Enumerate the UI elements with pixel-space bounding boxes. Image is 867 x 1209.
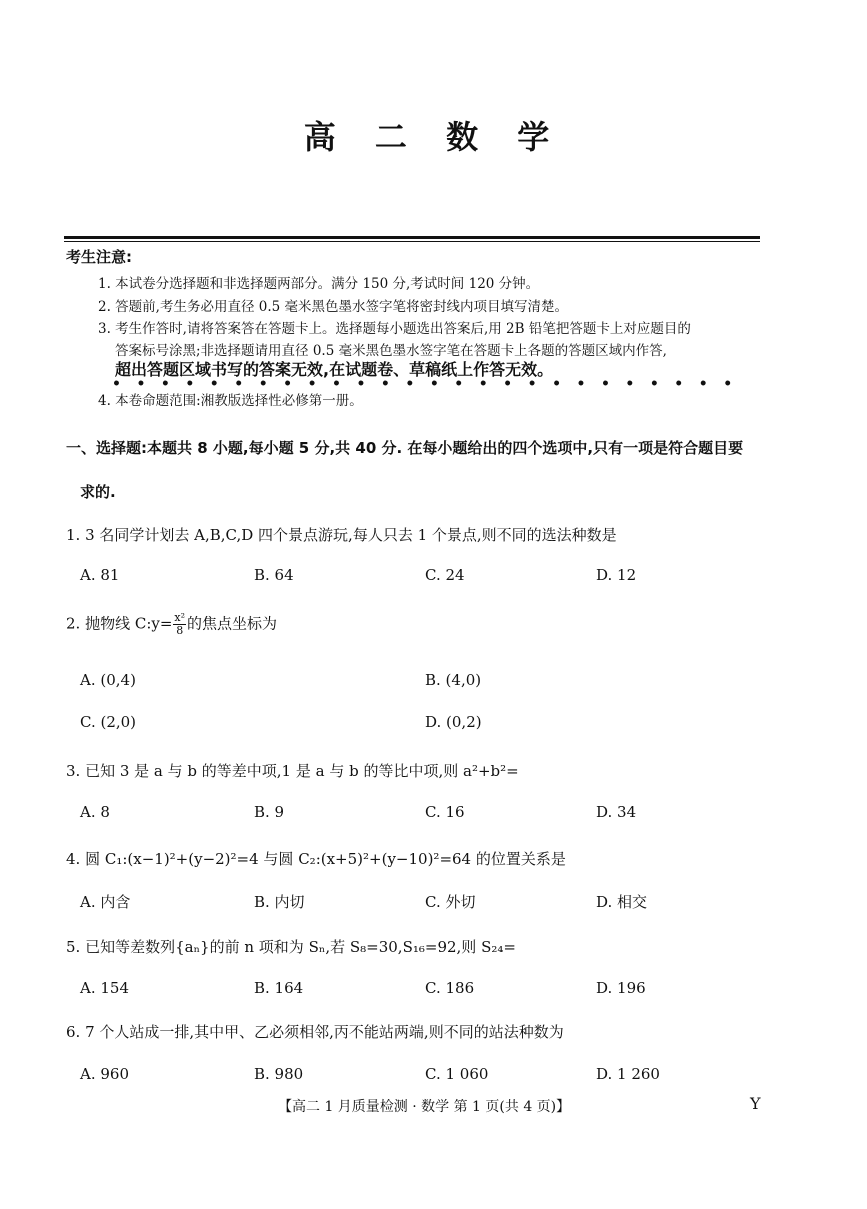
q2-option-c: C. (2,0) bbox=[80, 713, 137, 731]
q4-option-d: D. 相交 bbox=[596, 893, 648, 911]
emphasis-dots: •••••••••••••••••••••••••• bbox=[112, 376, 748, 392]
q2-option-a: A. (0,4) bbox=[80, 671, 136, 689]
q2-option-b: B. (4,0) bbox=[425, 671, 482, 689]
q2-option-d: D. (0,2) bbox=[425, 713, 482, 731]
page-footer: 【高二 1 月质量检测 · 数学 第 1 页(共 4 页)】 bbox=[278, 1099, 571, 1115]
page-title: 高 二 数 学 bbox=[303, 118, 564, 156]
q1-option-c: C. 24 bbox=[425, 566, 465, 584]
notice-line-3: 3. 考生作答时,请将答案答在答题卡上。选择题每小题选出答案后,用 2B 铅笔把答题卡上对应题目的 bbox=[98, 321, 691, 337]
q2-stem-prefix: 2. 抛物线 C:y= bbox=[66, 614, 173, 633]
q1-option-d: D. 12 bbox=[596, 566, 637, 584]
notice-line-4: 4. 本卷命题范围:湘教版选择性必修第一册。 bbox=[98, 393, 363, 409]
section-heading: 一、选择题:本题共 8 小题,每小题 5 分,共 40 分. 在每小题给出的四个选项中,只有一项是符合题目要 bbox=[66, 439, 744, 457]
question-6-stem: 6. 7 个人站成一排,其中甲、乙必须相邻,丙不能站两端,则不同的站法种数为 bbox=[66, 1023, 564, 1041]
q3-option-b: B. 9 bbox=[254, 803, 285, 821]
notice-heading: 考生注意: bbox=[66, 248, 132, 266]
q6-option-b: B. 980 bbox=[254, 1065, 304, 1083]
notice-emphasis: 超出答题区域书写的答案无效,在试题卷、草稿纸上作答无效。 bbox=[115, 360, 554, 379]
q3-option-c: C. 16 bbox=[425, 803, 465, 821]
q6-option-d: D. 1 260 bbox=[596, 1065, 660, 1083]
question-1-stem: 1. 3 名同学计划去 A,B,C,D 四个景点游玩,每人只去 1 个景点,则不同的选法种数是 bbox=[66, 526, 617, 544]
q2-frac-den: 8 bbox=[176, 624, 184, 637]
q3-option-d: D. 34 bbox=[596, 803, 637, 821]
q4-option-a: A. 内含 bbox=[80, 893, 131, 911]
notice-line-3-cont: 答案标号涂黑;非选择题请用直径 0.5 毫米黑色墨水签字笔在答题卡上各题的答题区域内作答, bbox=[115, 343, 667, 359]
question-2-stem bbox=[66, 612, 277, 637]
q5-option-c: C. 186 bbox=[425, 979, 475, 997]
q6-option-a: A. 960 bbox=[80, 1065, 129, 1083]
q2-fraction bbox=[173, 612, 186, 637]
header-rule-thin bbox=[64, 241, 760, 242]
q5-option-a: A. 154 bbox=[80, 979, 129, 997]
header-rule-thick bbox=[64, 236, 760, 239]
question-5-stem: 5. 已知等差数列{aₙ}的前 n 项和为 Sₙ,若 S₈=30,S₁₆=92,则 S₂₄= bbox=[66, 938, 516, 956]
q5-option-d: D. 196 bbox=[596, 979, 646, 997]
footer-mark: Y bbox=[750, 1094, 761, 1113]
q1-option-b: B. 64 bbox=[254, 566, 294, 584]
section-heading-cont: 求的. bbox=[80, 483, 116, 501]
q2-frac-num: x² bbox=[174, 611, 186, 624]
notice-line-2: 2. 答题前,考生务必用直径 0.5 毫米黑色墨水签字笔将密封线内项目填写清楚。 bbox=[98, 299, 569, 315]
q4-option-c: C. 外切 bbox=[425, 893, 476, 911]
q5-option-b: B. 164 bbox=[254, 979, 304, 997]
notice-line-1: 1. 本试卷分选择题和非选择题两部分。满分 150 分,考试时间 120 分钟。 bbox=[98, 276, 540, 292]
question-4-stem: 4. 圆 C₁:(x−1)²+(y−2)²=4 与圆 C₂:(x+5)²+(y−10)²=64 的位置关系是 bbox=[66, 850, 566, 868]
q6-option-c: C. 1 060 bbox=[425, 1065, 489, 1083]
q3-option-a: A. 8 bbox=[80, 803, 110, 821]
q4-option-b: B. 内切 bbox=[254, 893, 305, 911]
q1-option-a: A. 81 bbox=[80, 566, 120, 584]
q2-stem-suffix: 的焦点坐标为 bbox=[187, 614, 278, 633]
question-3-stem: 3. 已知 3 是 a 与 b 的等差中项,1 是 a 与 b 的等比中项,则 a²+b²= bbox=[66, 762, 519, 780]
